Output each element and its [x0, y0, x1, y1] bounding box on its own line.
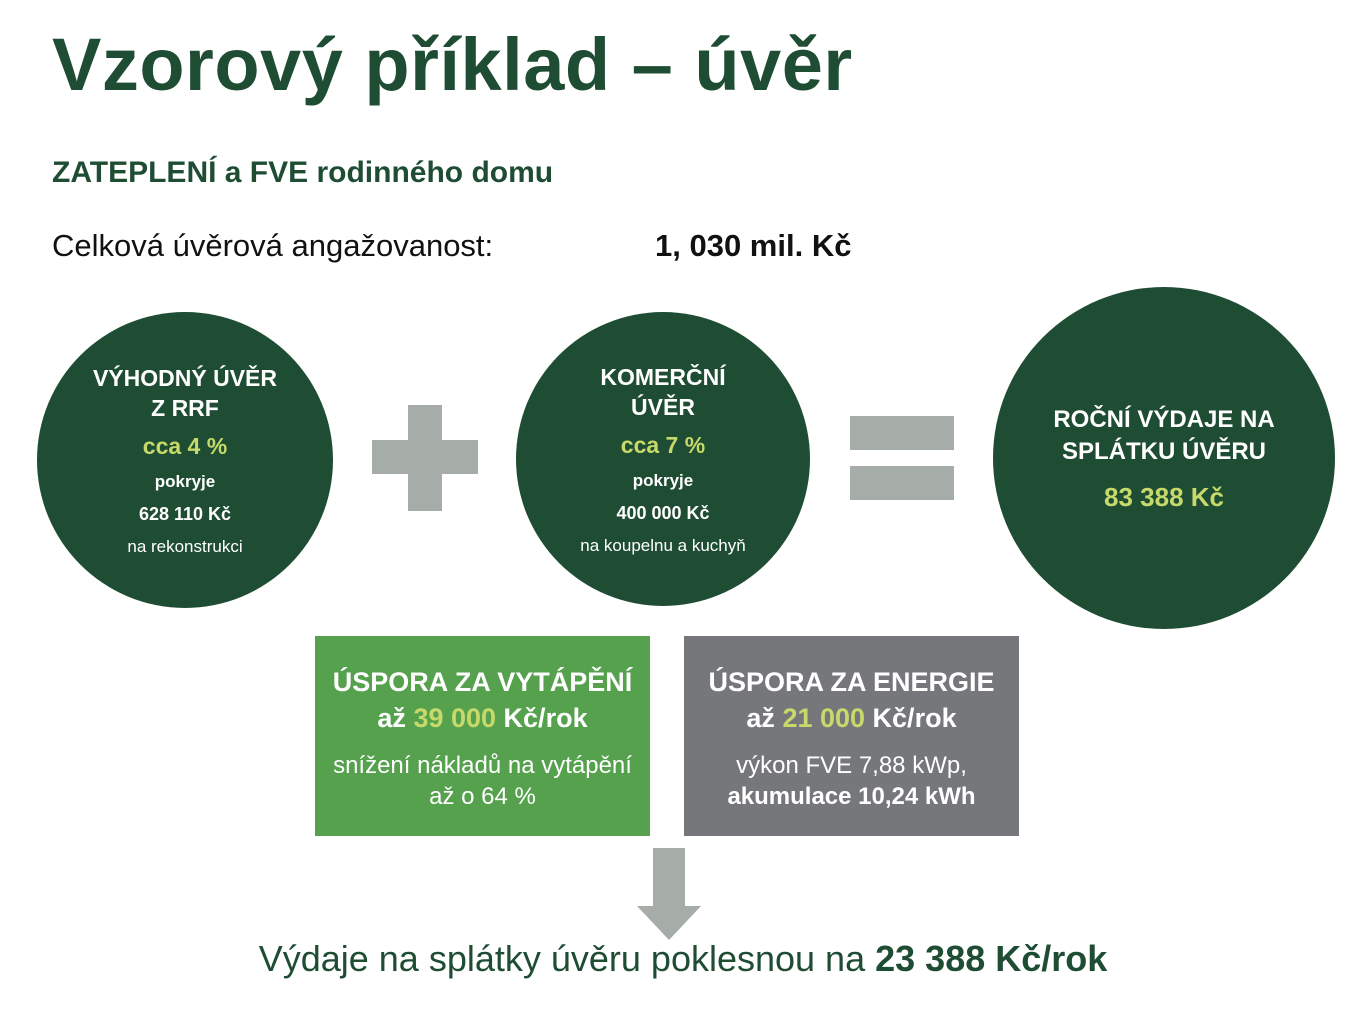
- commercial-loan-rate: cca 7 %: [620, 432, 706, 458]
- annual-payment-heading: [1053, 404, 1274, 468]
- plus-icon-vertical: [408, 405, 442, 511]
- heating-saving-amount-line: [377, 700, 587, 736]
- equals-icon-top: [850, 416, 954, 450]
- energy-saving-heading: ÚSPORA ZA ENERGIE: [708, 667, 995, 697]
- energy-saving-detail-line2: akumulace 10,24 kWh: [727, 783, 976, 810]
- energy-saving-detail: [727, 750, 975, 812]
- commercial-loan-amount: 400 000 Kč: [616, 503, 710, 523]
- heating-saving-heading: ÚSPORA ZA VYTÁPĚNÍ: [332, 667, 633, 697]
- rrf-loan-heading: [93, 363, 277, 423]
- conclusion-text: Výdaje na splátky úvěru poklesnou na: [258, 938, 866, 979]
- rrf-loan-covers: pokryje: [154, 472, 216, 491]
- energy-saving-unit: Kč/rok: [872, 703, 957, 733]
- exposure-value: 1, 030 mil. Kč: [655, 228, 852, 263]
- page-subtitle: ZATEPLENÍ a FVE rodinného domu: [52, 156, 554, 189]
- rrf-loan-circle: [37, 312, 333, 608]
- exposure-label: Celková úvěrová angažovanost:: [52, 228, 494, 263]
- commercial-loan-purpose: na koupelnu a kuchyň: [580, 536, 746, 555]
- annual-payment-heading-line1: ROČNÍ VÝDAJE NA: [1053, 405, 1275, 433]
- heating-saving-prefix: až: [377, 703, 406, 733]
- annual-payment-amount: 83 388 Kč: [1104, 481, 1224, 512]
- conclusion: [0, 938, 1366, 980]
- rrf-loan-purpose: na rekonstrukci: [127, 537, 243, 556]
- rrf-loan-heading-line2: Z RRF: [151, 395, 219, 421]
- equals-icon-bottom: [850, 466, 954, 500]
- heating-saving-detail-line1: snížení nákladů na vytápění: [333, 752, 632, 779]
- rrf-loan-heading-line1: VÝHODNÝ ÚVĚR: [92, 365, 278, 391]
- energy-saving-detail-line1: výkon FVE 7,88 kWp,: [736, 752, 967, 779]
- heating-saving-unit: Kč/rok: [503, 703, 588, 733]
- energy-saving-value: 21 000: [782, 703, 866, 733]
- commercial-loan-circle: [516, 312, 810, 606]
- commercial-loan-covers: pokryje: [632, 471, 694, 490]
- energy-saving-prefix: až: [746, 703, 775, 733]
- heating-saving-box: [315, 636, 650, 836]
- rrf-loan-amount: 628 110 Kč: [138, 504, 232, 524]
- commercial-loan-heading-line1: KOMERČNÍ: [600, 364, 726, 390]
- annual-payment-circle: [993, 287, 1335, 629]
- page-title: Vzorový příklad – úvěr: [52, 23, 853, 106]
- energy-saving-amount-line: [746, 700, 956, 736]
- commercial-loan-heading: [600, 362, 725, 422]
- energy-saving-box: [684, 636, 1019, 836]
- arrow-down-icon: [637, 848, 701, 940]
- heating-saving-value: 39 000: [413, 703, 497, 733]
- rrf-loan-rate: cca 4 %: [142, 433, 228, 459]
- annual-payment-heading-line2: SPLÁTKU ÚVĚRU: [1061, 437, 1266, 465]
- heating-saving-detail-line2: až o 64 %: [429, 783, 536, 810]
- commercial-loan-heading-line2: ÚVĚR: [631, 394, 695, 420]
- heating-saving-detail: [333, 750, 632, 812]
- conclusion-amount: 23 388 Kč/rok: [875, 938, 1108, 979]
